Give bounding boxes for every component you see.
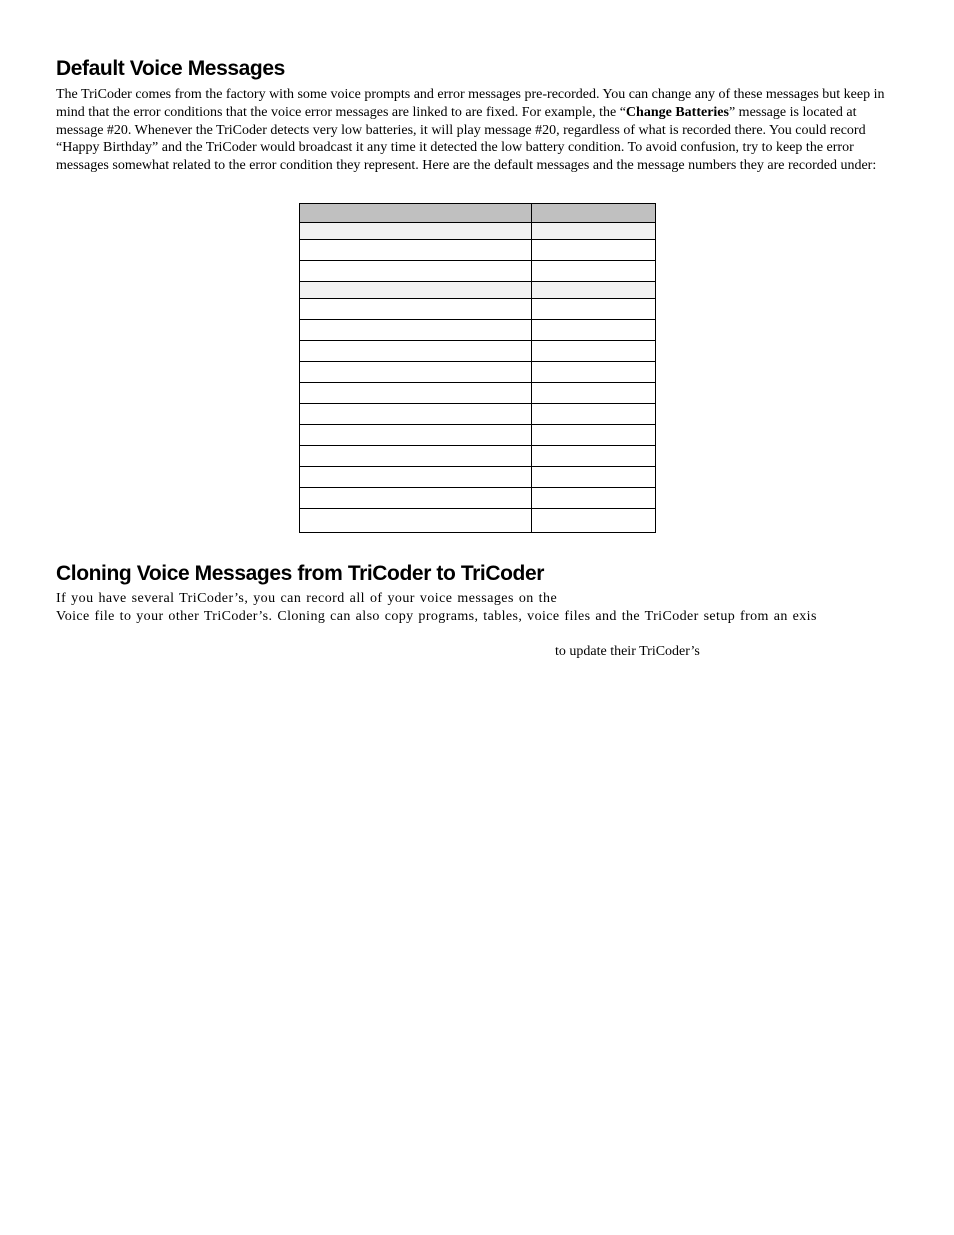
table-row bbox=[300, 223, 656, 240]
message-number-cell bbox=[532, 488, 656, 509]
message-number-cell bbox=[532, 341, 656, 362]
message-cell bbox=[300, 446, 532, 467]
message-cell bbox=[300, 383, 532, 404]
message-number-cell bbox=[532, 261, 656, 282]
table-row bbox=[300, 362, 656, 383]
message-cell bbox=[300, 509, 532, 533]
message-cell bbox=[300, 404, 532, 425]
message-cell bbox=[300, 362, 532, 383]
table-row bbox=[300, 383, 656, 404]
table-row bbox=[300, 240, 656, 261]
cloning-text-line-1: If you have several TriCoder’s, you can record all of your voice messages on the bbox=[56, 591, 558, 606]
table-row bbox=[300, 282, 656, 299]
default-messages-table-body bbox=[300, 204, 656, 533]
table-row bbox=[300, 488, 656, 509]
message-cell bbox=[300, 341, 532, 362]
message-number-cell bbox=[532, 282, 656, 299]
message-cell bbox=[300, 204, 532, 223]
cloning-text-line-2: Voice file to your other TriCoder’s. Cloning can also copy programs, tables, voice files and the TriCoder setup from an exis bbox=[56, 609, 817, 624]
table-row bbox=[300, 261, 656, 282]
message-cell bbox=[300, 223, 532, 240]
table-row bbox=[300, 204, 656, 223]
table-row bbox=[300, 425, 656, 446]
message-number-cell bbox=[532, 320, 656, 341]
message-cell bbox=[300, 320, 532, 341]
message-number-cell bbox=[532, 404, 656, 425]
table-row bbox=[300, 446, 656, 467]
message-number-cell bbox=[532, 240, 656, 261]
message-number-cell bbox=[532, 223, 656, 240]
message-number-cell bbox=[532, 446, 656, 467]
message-cell bbox=[300, 299, 532, 320]
table-row bbox=[300, 341, 656, 362]
message-number-cell bbox=[532, 467, 656, 488]
message-cell bbox=[300, 240, 532, 261]
section-heading-default-voice-messages: Default Voice Messages bbox=[56, 57, 285, 80]
table-row bbox=[300, 509, 656, 533]
cloning-text-line-3: to update their TriCoder’s bbox=[555, 644, 700, 659]
table-row bbox=[300, 299, 656, 320]
section-heading-cloning: Cloning Voice Messages from TriCoder to TriCoder bbox=[56, 562, 544, 585]
message-cell bbox=[300, 425, 532, 446]
message-number-cell bbox=[532, 204, 656, 223]
message-cell bbox=[300, 261, 532, 282]
message-number-cell bbox=[532, 425, 656, 446]
intro-text-bold: Change Batteries bbox=[625, 104, 729, 120]
message-number-cell bbox=[532, 299, 656, 320]
default-messages-table bbox=[299, 203, 656, 533]
table-row bbox=[300, 320, 656, 341]
intro-text-part1: The TriCoder comes from the factory with some voice prompts and error messages pre-recorded. You can change any of these messages but keep in mind that the error conditions that the voice error messages are linked to are fixed. For example, the “ bbox=[56, 87, 885, 120]
intro-paragraph bbox=[56, 86, 896, 175]
message-number-cell bbox=[532, 362, 656, 383]
message-cell bbox=[300, 467, 532, 488]
intro-text-part2: ” message is located at message #20. Whenever the TriCoder detects very low batteries, it will play message #20, regardless of what is recorded there. You could record “Happy Birthday” and the TriCoder would broadcast it any time it detected the low battery condition. To avoid confusion, try to keep the error messages somewhat related to the error condition they represent. Here are the default messages and the message numbers they are recorded under: bbox=[56, 104, 877, 174]
message-cell bbox=[300, 488, 532, 509]
table-row bbox=[300, 467, 656, 488]
message-number-cell bbox=[532, 383, 656, 404]
message-cell bbox=[300, 282, 532, 299]
message-number-cell bbox=[532, 509, 656, 533]
table-row bbox=[300, 404, 656, 425]
